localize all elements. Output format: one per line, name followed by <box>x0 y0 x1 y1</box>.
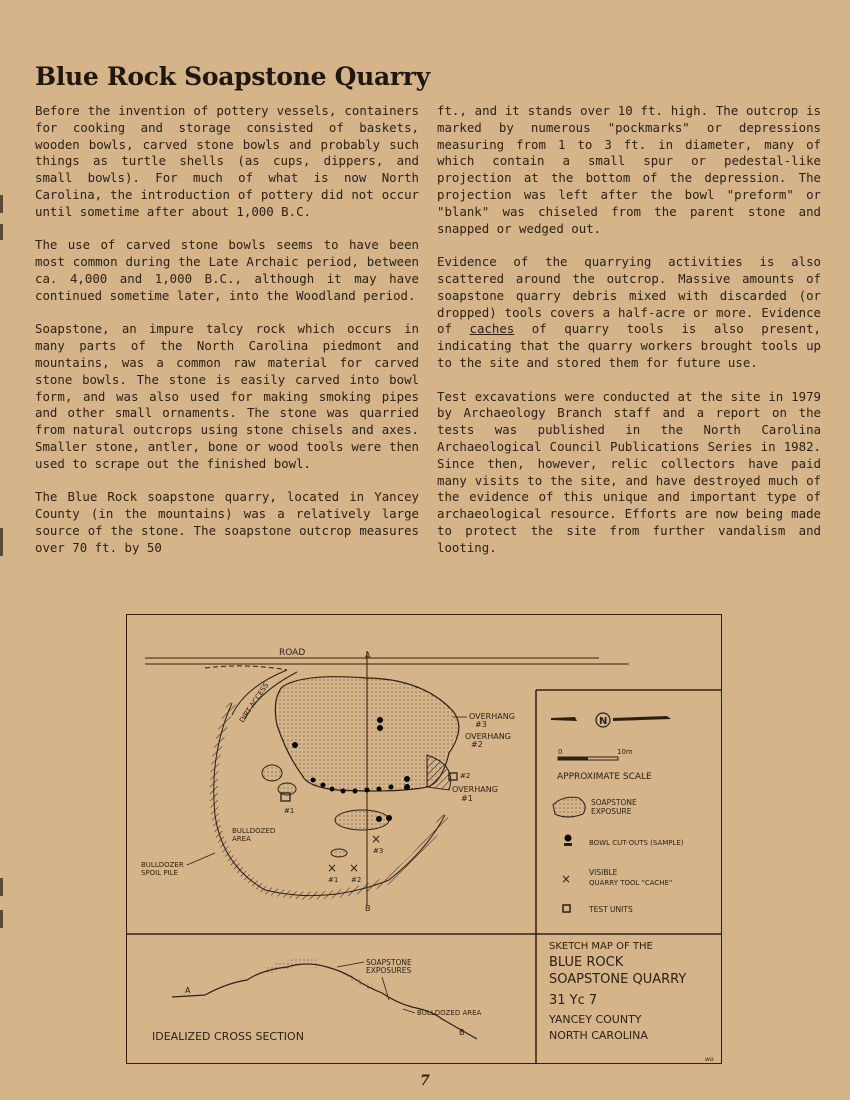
spoil-pile-leader <box>187 853 215 865</box>
binding-mark <box>0 224 3 240</box>
svg-text:#3: #3 <box>475 720 487 729</box>
svg-text:QUARRY TOOL "CACHE": QUARRY TOOL "CACHE" <box>589 879 673 887</box>
svg-text:#3: #3 <box>373 847 384 855</box>
svg-text:TEST UNITS: TEST UNITS <box>589 905 633 914</box>
road-label: ROAD <box>279 648 306 658</box>
initials: wo <box>705 1056 714 1063</box>
cache-x-icon: × <box>327 861 338 875</box>
svg-text:#1: #1 <box>461 794 473 803</box>
page-title: Blue Rock Soapstone Quarry <box>35 62 430 91</box>
paragraph: The Blue Rock soapstone quarry, located in Yancey County (in the mountains) was a relatively large source of the stone. The soapstone outcrop measures over 70 ft. by 50 <box>35 489 419 555</box>
paragraph <box>437 254 821 372</box>
title-block-line: NORTH CAROLINA <box>549 1029 648 1042</box>
spoil-pile-label: SPOIL PILE <box>141 869 178 877</box>
section-a-label: A <box>365 651 371 660</box>
sketch-map-drawing <box>127 615 721 1063</box>
paragraph: ft., and it stands over 10 ft. high. The outcrop is marked by numerous "pockmarks" or depressions measuring from 1 to 3 ft. in diameter, many of which contain a small spur or pedestal-like projection at the bottom of the depression. The projection was left after the bowl "preform" or "blank" was chiseled from the parent stone and snapped or wedged out. <box>437 103 821 236</box>
scale-label: APPROXIMATE SCALE <box>557 772 652 782</box>
cross-section <box>152 958 482 1043</box>
title-block-line: SKETCH MAP OF THE <box>549 941 653 952</box>
north-arrow-tail-icon <box>551 717 577 721</box>
map-title-block <box>548 941 714 1063</box>
map-legend <box>551 713 684 914</box>
scale-zero: 0 <box>558 748 563 756</box>
page-number: 7 <box>420 1073 430 1089</box>
test-unit-1-label: #1 <box>284 807 295 815</box>
cross-section-a: A <box>185 986 191 995</box>
paragraph: Test excavations were conducted at the site in 1979 by Archaeology Branch staff and a report on the tests was published in the North Carolina Archaeological Council Publications Series in 1982. Since then, however, relic collectors have paid many visits to the site, and have destroyed much of the evidence of this unique and important type of archaeological resource. Efforts are now being made to protect the site from further vandalism and looting. <box>437 388 821 555</box>
svg-text:OVERHANG: OVERHANG <box>469 712 515 721</box>
small-exposure <box>331 849 347 857</box>
dirt-access-label: DIRT ACCESS <box>238 681 271 725</box>
section-b-label: B <box>365 904 371 913</box>
binding-mark <box>0 528 3 556</box>
title-block-line: YANCEY COUNTY <box>549 1013 642 1026</box>
binding-mark <box>0 195 3 213</box>
svg-text:OVERHANG: OVERHANG <box>452 785 498 794</box>
svg-text:EXPOSURE: EXPOSURE <box>591 807 632 816</box>
small-exposure <box>262 765 282 781</box>
bulldozed-area-label: AREA <box>232 835 251 843</box>
test-unit-icon <box>563 905 570 912</box>
bulldozed-area-label: BULLDOZED <box>232 827 276 835</box>
title-block-line: 31 Yc 7 <box>549 993 598 1008</box>
svg-text:EXPOSURES: EXPOSURES <box>366 966 412 975</box>
caches-underlined: caches <box>469 321 515 337</box>
cross-section-title: IDEALIZED CROSS SECTION <box>152 1030 304 1043</box>
svg-text:#1: #1 <box>328 876 339 884</box>
cache-x-icon: × <box>371 832 382 846</box>
bowl-cutout-icon <box>565 835 572 842</box>
exposure-swatch <box>553 797 585 817</box>
cache-x-icon: × <box>349 861 360 875</box>
road <box>145 648 629 664</box>
paragraph: Before the invention of pottery vessels, containers for cooking and storage consisted of baskets, wooden bowls, carved stone bowls and probably such things as turtle shells (as cups, dippers, and small bowls). For much of what is now North Carolina, the introduction of pottery did not occur until sometime after about 1,000 B.C. <box>35 103 419 219</box>
svg-text:OVERHANG: OVERHANG <box>465 732 511 741</box>
svg-text:BOWL CUT-OUTS (SAMPLE): BOWL CUT-OUTS (SAMPLE) <box>589 839 684 847</box>
svg-text:SOAPSTONE: SOAPSTONE <box>591 798 637 807</box>
svg-text:#2: #2 <box>471 740 483 749</box>
paragraph-text: of quarry tools is also present, indicating that the quarry workers brought tools up to the site and stored them for future use. <box>437 321 821 370</box>
svg-text:BULLDOZED AREA: BULLDOZED AREA <box>417 1009 482 1017</box>
cache-x-icon: × <box>561 872 572 886</box>
paragraph: The use of carved stone bowls seems to have been most common during the Late Archaic period, between ca. 4,000 and 1,000 B.C., although it may have continued sometime later, into the Woodland period. <box>35 237 419 303</box>
title-block-line: SOAPSTONE QUARRY <box>549 972 687 987</box>
scale-ten: 10m <box>617 748 633 756</box>
cross-section-b: B <box>459 1028 465 1037</box>
sketch-map <box>126 614 722 1064</box>
test-unit-2-label: #2 <box>460 772 471 780</box>
right-column <box>437 103 821 573</box>
binding-mark <box>0 910 3 928</box>
cache-markers <box>327 832 383 884</box>
paragraph: Soapstone, an impure talcy rock which occurs in many parts of the North Carolina piedmont and mountains, was a common raw material for carved stone bowls. The stone is easily carved into bowl form, and was also used for making smoking pipes and other small ornaments. The stone was quarried from natural outcrops using stone chisels and axes. Smaller stone, antler, bone or wood tools were then used to scrape out the finished bowl. <box>35 321 419 471</box>
paragraph-text: Evidence of the quarrying activities is also scattered around the outcrop. Massive amounts of soapstone quarry debris mixed with discarded (or dropped) tools covers a half-acre or more. Evidence of <box>437 254 821 337</box>
svg-text:#2: #2 <box>351 876 362 884</box>
svg-text:SOAPSTONE: SOAPSTONE <box>366 958 412 967</box>
title-block-line: BLUE ROCK <box>549 955 624 970</box>
left-column <box>35 103 419 573</box>
binding-mark <box>0 878 3 896</box>
spoil-pile-label: BULLDOZER <box>141 861 184 869</box>
overhang-labels <box>452 712 515 803</box>
north-label: N <box>599 716 608 727</box>
svg-text:VISIBLE: VISIBLE <box>589 868 618 877</box>
